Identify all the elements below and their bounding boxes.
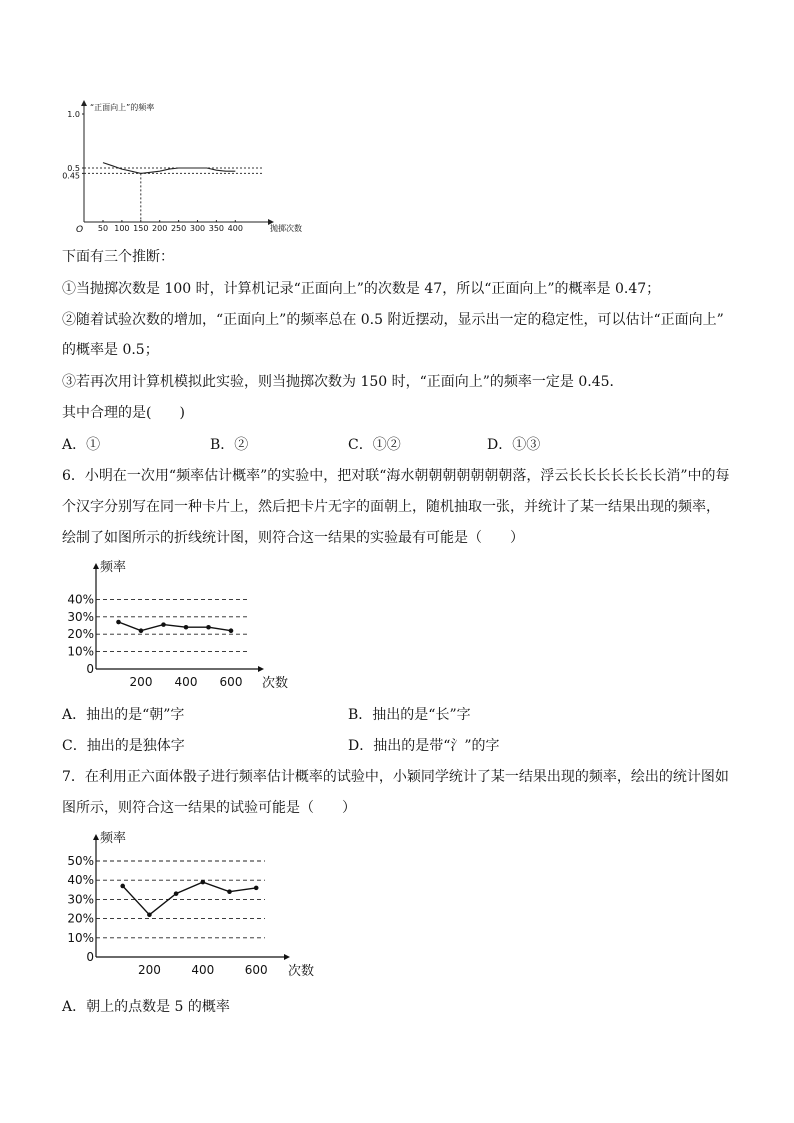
x-axis-arrow <box>284 954 290 960</box>
y-axis-label: 频率 <box>100 831 127 846</box>
question-6-line2: 个汉字分别写在同一种卡片上，然后把卡片无字的面朝上，随机抽取一张，并统计了某一结果出现的频率， <box>62 499 720 515</box>
y-tick-label: 30% <box>67 609 94 624</box>
x-axis-label: 次数 <box>262 676 289 691</box>
data-point <box>254 886 259 891</box>
y-axis-arrow <box>93 834 99 840</box>
y-tick-label: 30% <box>67 892 94 907</box>
q5-option-a[interactable]: A．① <box>62 437 101 453</box>
x-tick-label: 400 <box>174 675 198 689</box>
x-tick-label: 400 <box>227 224 243 233</box>
q5-option-c[interactable]: C．①② <box>348 437 401 453</box>
q6-option-c[interactable]: C．抽出的是独体字 <box>62 738 185 754</box>
y-tick-label: 40% <box>67 592 94 607</box>
q6-option-a[interactable]: A．抽出的是“朝”字 <box>62 707 185 723</box>
x-tick-label: 50 <box>97 224 109 233</box>
question-6-line1: 6．小明在一次用“频率估计概率”的实验中，把对联“海水朝朝朝朝朝朝朝落，浮云长长长长长长长消”中的每 <box>62 468 730 484</box>
origin-label: O <box>76 225 84 235</box>
x-tick-label: 150 <box>133 224 149 233</box>
y-axis-label: “正面向上”的频率 <box>90 103 155 112</box>
x-tick-label: 100 <box>114 224 130 233</box>
x-tick-label: 400 <box>191 963 215 977</box>
x-tick-label: 300 <box>189 224 206 233</box>
y-tick-label: 0 <box>86 662 94 676</box>
x-tick-label: 200 <box>137 963 161 977</box>
inference-2-line2: 的概率是 0.5； <box>62 342 159 358</box>
q6-option-b[interactable]: B．抽出的是“长”字 <box>348 707 471 723</box>
y-tick-label: 10% <box>67 644 94 659</box>
inference-1: ①当抛掷次数是 100 时，计算机记录“正面向上”的次数是 47，所以“正面向上”的概率是 0.47； <box>62 281 661 297</box>
x-axis-label: 次数 <box>288 964 315 979</box>
data-point <box>174 891 179 896</box>
q5-option-d[interactable]: D．①③ <box>487 437 541 453</box>
x-axis-label: 抛掷次数 <box>270 224 302 233</box>
q5-option-b[interactable]: B．② <box>210 437 249 453</box>
y-tick-label: 40% <box>67 873 94 888</box>
inference-3: ③若再次用计算机模拟此实验，则当抛掷次数为 150 时，“正面向上”的频率一定是 0.45． <box>62 374 624 390</box>
x-tick-label: 200 <box>129 675 153 689</box>
inference-2-line1: ②随着试验次数的增加，“正面向上”的频率总在 0.5 附近摆动，显示出一定的稳定性，可以估计“正面向上” <box>62 312 724 328</box>
y-tick-label: 0 <box>86 950 94 964</box>
y-axis-label: 频率 <box>100 560 127 575</box>
x-tick-label: 200 <box>152 224 168 233</box>
data-point <box>147 912 152 917</box>
data-point <box>120 884 125 889</box>
question-5-ask: 其中合理的是( ) <box>62 405 185 421</box>
x-tick-label: 350 <box>208 224 225 233</box>
question-7-line2: 图所示，则符合这一结果的试验可能是（ ） <box>62 800 356 816</box>
question-6-line3: 绘制了如图所示的折线统计图，则符合这一结果的实验最有可能是（ ） <box>62 530 524 546</box>
question-7-line1: 7．在利用正六面体骰子进行频率估计概率的试验中，小颖同学统计了某一结果出现的频率，绘出的统计图如 <box>62 769 729 785</box>
x-tick-label: 250 <box>170 224 187 233</box>
intro-text: 下面有三个推断： <box>62 249 174 265</box>
y-tick-label: 20% <box>67 911 94 926</box>
y-tick-label: 20% <box>67 627 94 642</box>
y-tick-label: 1.0 <box>67 110 80 119</box>
q6-option-d[interactable]: D．抽出的是带“氵”的字 <box>348 738 500 754</box>
y-tick-label: 10% <box>67 930 94 945</box>
q7-option-a[interactable]: A．朝上的点数是 5 的概率 <box>62 999 230 1015</box>
y-tick-label: 0.45 <box>62 171 80 181</box>
data-point <box>201 880 206 885</box>
y-tick-label: 50% <box>67 854 94 868</box>
y-tick-label: 0.5 <box>67 164 80 173</box>
x-tick-label: 600 <box>244 963 268 977</box>
series-line <box>123 882 257 915</box>
x-tick-label: 600 <box>219 675 243 689</box>
data-point <box>227 889 232 894</box>
